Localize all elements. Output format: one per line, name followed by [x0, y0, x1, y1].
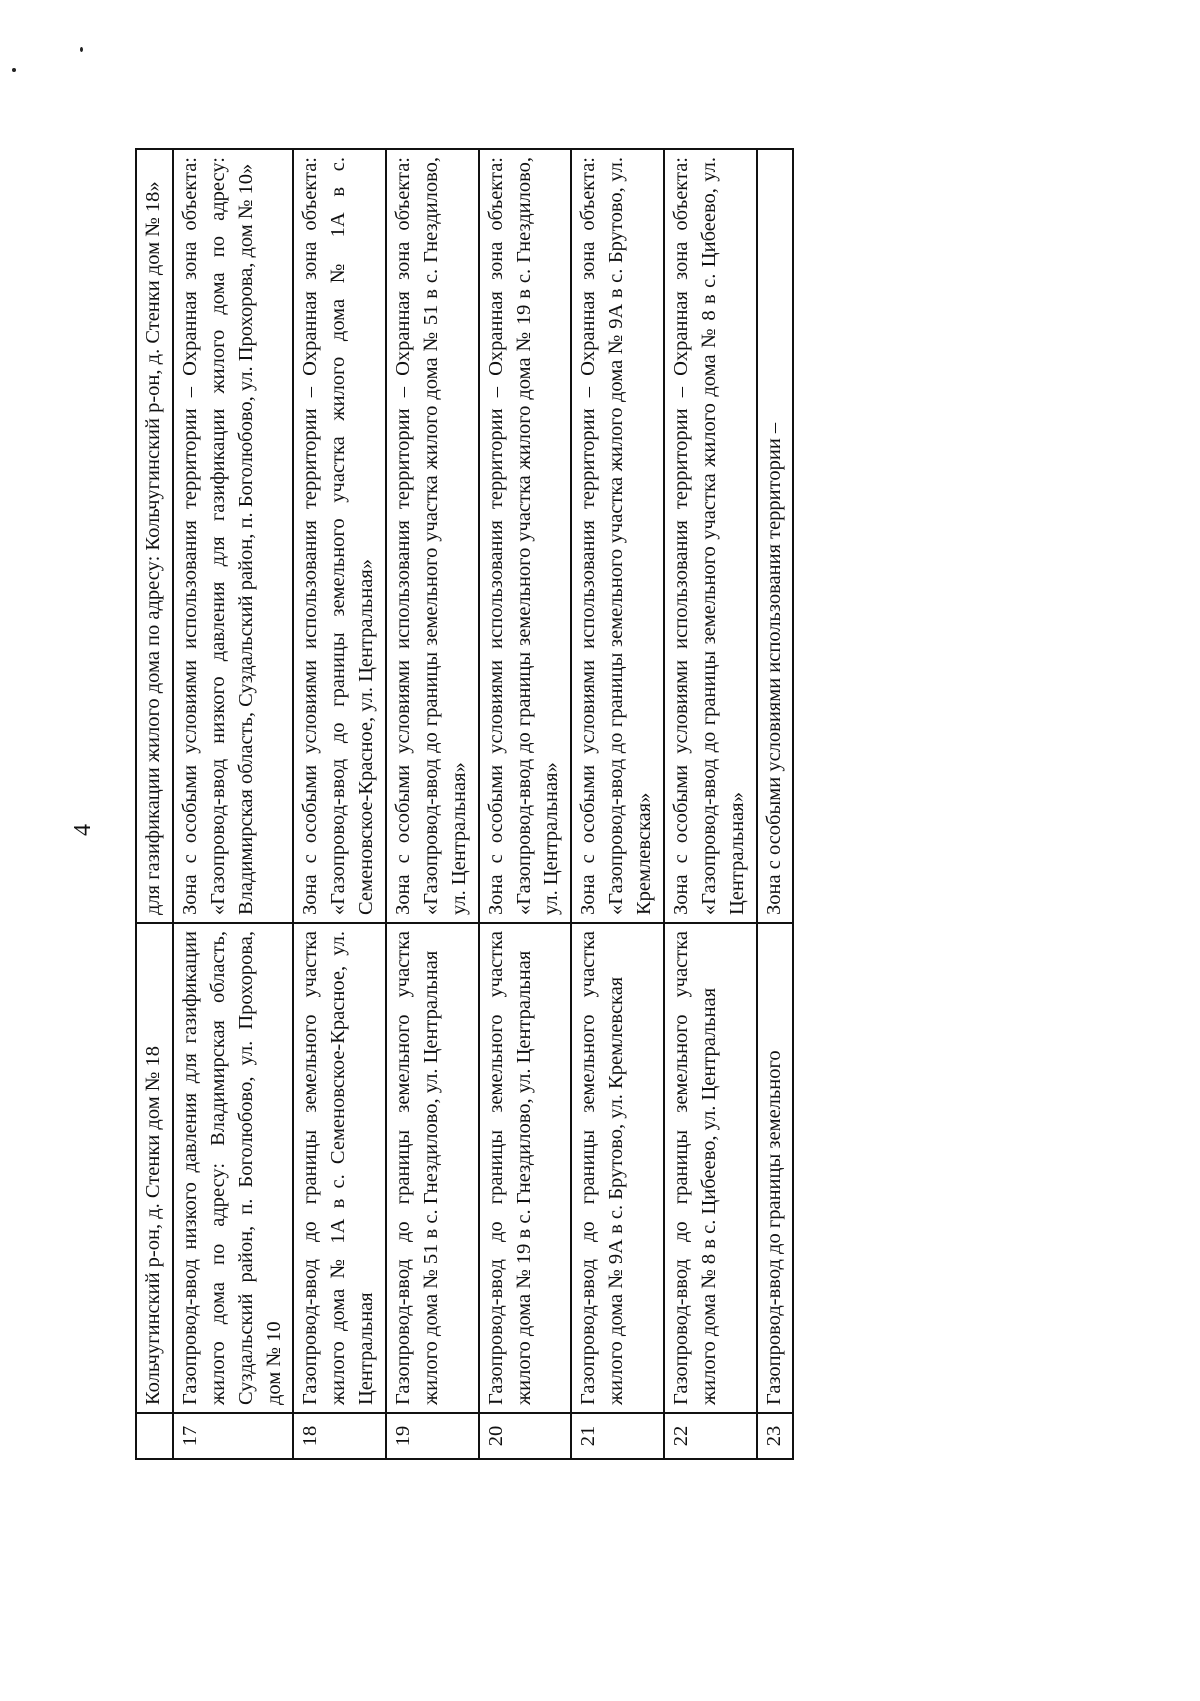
- object-name-cell: Газопровод-ввод до границы земельного: [757, 923, 794, 1413]
- object-name-cell: Кольчугинский р-он, д. Стенки дом № 18: [136, 923, 173, 1413]
- row-number-cell: [136, 1413, 173, 1459]
- table-row: [136, 149, 173, 1459]
- zone-description-cell: для газификации жилого дома по адресу: Кольчугинский р-он, д. Стенки дом № 18»: [136, 149, 173, 923]
- row-number-cell: 20: [479, 1413, 572, 1459]
- row-number-cell: 23: [757, 1413, 794, 1459]
- row-number-cell: 18: [293, 1413, 386, 1459]
- row-number-cell: 22: [664, 1413, 757, 1459]
- page-number: 4: [70, 824, 96, 836]
- scan-speck: [80, 47, 83, 52]
- objects-table: [135, 148, 794, 1460]
- table-row: [479, 149, 572, 1459]
- table-row: [571, 149, 664, 1459]
- table-row: [386, 149, 479, 1459]
- table-row: [293, 149, 386, 1459]
- row-number-cell: 21: [571, 1413, 664, 1459]
- rotated-document-sheet: [40, 90, 1160, 1570]
- object-name-cell: Газопровод-ввод до границы земельного участка жилого дома № 51 в с. Гнездилово, ул. Центральная: [386, 923, 479, 1413]
- zone-description-cell: Зона с особыми условиями использования территории – Охранная зона объекта: «Газопровод-ввод низкого давления для газификации жилого дома по адресу: Владимирская область, Суздальский район, п. Боголюбово, ул. Прохорова, дом № 10»: [173, 149, 294, 923]
- zone-description-cell: Зона с особыми условиями использования территории –: [757, 149, 794, 923]
- scan-speck: [12, 68, 16, 72]
- objects-table-body: [136, 149, 793, 1459]
- zone-description-cell: Зона с особыми условиями использования территории – Охранная зона объекта: «Газопровод-ввод до границы земельного участка жилого дома № 19 в с. Гнездилово, ул. Центральная»: [479, 149, 572, 923]
- row-number-cell: 19: [386, 1413, 479, 1459]
- object-name-cell: Газопровод-ввод низкого давления для газификации жилого дома по адресу: Владимирская область, Суздальский район, п. Боголюбово, ул. Прохорова, дом № 10: [173, 923, 294, 1413]
- row-number-cell: 17: [173, 1413, 294, 1459]
- table-row: [173, 149, 294, 1459]
- zone-description-cell: Зона с особыми условиями использования территории – Охранная зона объекта: «Газопровод-ввод до границы земельного участка жилого дома № 8 в с. Цибеево, ул. Центральная»: [664, 149, 757, 923]
- object-name-cell: Газопровод-ввод до границы земельного участка жилого дома № 1А в с. Семеновское-Красное, ул. Центральная: [293, 923, 386, 1413]
- zone-description-cell: Зона с особыми условиями использования территории – Охранная зона объекта: «Газопровод-ввод до границы земельного участка жилого дома № 51 в с. Гнездилово, ул. Центральная»: [386, 149, 479, 923]
- table-row: [664, 149, 757, 1459]
- zone-description-cell: Зона с особыми условиями использования территории – Охранная зона объекта: «Газопровод-ввод до границы земельного участка жилого дома № 9А в с. Брутово, ул. Кремлевская»: [571, 149, 664, 923]
- object-name-cell: Газопровод-ввод до границы земельного участка жилого дома № 8 в с. Цибеево, ул. Центральная: [664, 923, 757, 1413]
- table-row: [757, 149, 794, 1459]
- object-name-cell: Газопровод-ввод до границы земельного участка жилого дома № 9А в с. Брутово, ул. Кремлевская: [571, 923, 664, 1413]
- zone-description-cell: Зона с особыми условиями использования территории – Охранная зона объекта: «Газопровод-ввод до границы земельного участка жилого дома № 1А в с. Семеновское-Красное, ул. Центральная»: [293, 149, 386, 923]
- object-name-cell: Газопровод-ввод до границы земельного участка жилого дома № 19 в с. Гнездилово, ул. Центральная: [479, 923, 572, 1413]
